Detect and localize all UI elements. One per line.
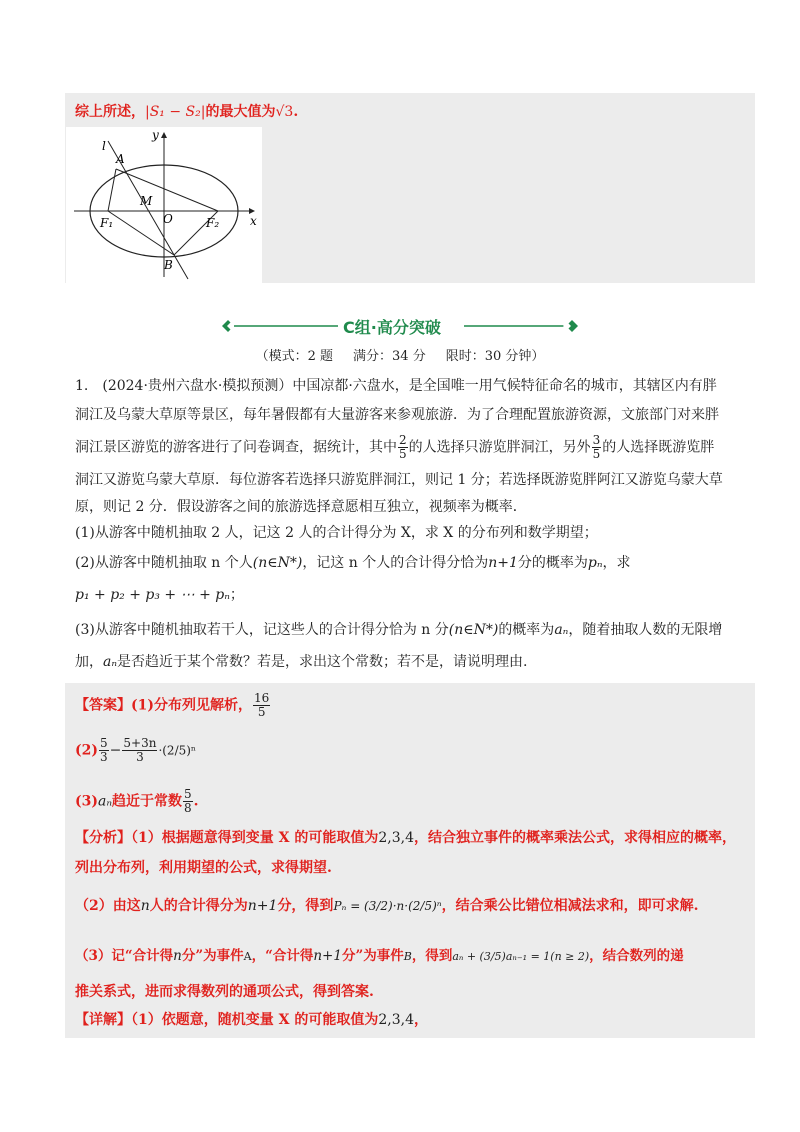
max-value: √3 [275,104,294,120]
abs-expression: |S₁ − S₂| [145,104,206,120]
analysis-line-2: 列出分布列，利用期望的公式，求得期望. [75,860,332,876]
section-subtitle: （模式：2 题 满分：34 分 限时：30 分钟） [255,349,545,364]
ellipse-diagram [66,127,262,283]
label-y: y [152,128,159,142]
problem-line-3: 洞江景区游览的游客进行了问卷调查，据统计，其中 $\frac{2}{5}$ 的人选择只游览胖洞江，另外 $\frac{3}{5}$ 的人选择既游览胖 [75,433,715,461]
problem-line-5: 原，则记 2 分．假设游客之间的旅游选择意愿相互独立，视频率为概率． [75,499,527,515]
analysis-line-4: （3）记“合计得n分”为事件A，“合计得n+1分”为事件B，得到aₙ + (3/5)aₙ₋₁ = 1(n ≥ 2)，结合数列的递 [75,948,684,964]
problem-line-1: 1. (2024·贵州六盘水·模拟预测）中国凉都·六盘水，是全国唯一用气候特征命名的城市，其辖区内有胖 [75,378,717,394]
analysis-line-1: 【分析】（1）根据题意得到变量 X 的可能取值为2,3,4，结合独立事件的概率乘法公式，求得相应的概率， [75,830,736,846]
answer-line-3: (3)aₙ趋近于常数 $\frac{5}{8}$ . [75,787,199,815]
analysis-line-3: （2）由这n人的合计得分为n+1分，得到Pₙ = (3/2)·n·(2/5)ⁿ，结合乘公比错位相减法求和，即可求解. [75,898,699,914]
section-title: C组·高分突破 [343,318,441,337]
label-A: A [116,152,125,166]
question-2-sum: p₁ + p₂ + p₃ + ⋯ + pₙ； [75,587,244,603]
fraction-16-5: $\frac{16}{5}$ [254,691,270,719]
label-O: O [163,212,173,226]
segment-F1A [108,169,116,211]
fraction-2-5: $\frac{2}{5}$ [399,433,407,461]
label-x: x [250,214,257,228]
answer-line-1: 【答案】(1)分布列见解析， $\frac{16}{5}$ [75,691,270,719]
fraction-3-5: $\frac{3}{5}$ [592,433,601,461]
answer-line-2: (2) $\frac{5}{3}$ − $\frac{5+3n}{3}$ ·(2/5)ⁿ [75,736,197,764]
problem-line-2: 洞江及乌蒙大草原等景区，每年暑假都有大量游客来参观旅游．为了合理配置旅游资源，文旅部门对来胖 [75,407,719,423]
label-M: M [140,194,153,208]
label-F1: F₁ [100,216,114,230]
question-1: (1)从游客中随机抽取 2 人，记这 2 人的合计得分为 X，求 X 的分布列和数学期望； [75,525,598,541]
label-l: l [102,139,106,153]
problem-line-4: 洞江又游览乌蒙大草原．每位游客若选择只游览胖洞江，则记 1 分；若选择既游览胖阿江又游览乌蒙大草 [75,472,723,488]
question-3: (3)从游客中随机抽取若干人，记这些人的合计得分恰为 n 分(n∈N*)的概率为aₙ，随着抽取人数的无限增 [75,622,723,638]
detail-line: 【详解】（1）依题意，随机变量 X 的可能取值为2,3,4， [75,1012,428,1028]
ellipse-figure [66,127,262,283]
label-F2: F₂ [206,216,220,230]
analysis-line-5: 推关系式，进而求得数列的通项公式，得到答案. [75,984,374,1000]
segment-AF2 [116,169,218,211]
question-3-line-2: 加，aₙ是否趋近于某个常数？若是，求出这个常数；若不是，请说明理由. [75,654,528,670]
label-B: B [164,258,173,272]
section-heading [0,315,800,337]
conclusion-line: 综上所述，|S₁ − S₂|的最大值为√3. [75,104,299,120]
question-2: (2)从游客中随机抽取 n 个人(n∈N*)，记这 n 个人的合计得分恰为n+1分的概率为pₙ，求 [75,555,631,571]
